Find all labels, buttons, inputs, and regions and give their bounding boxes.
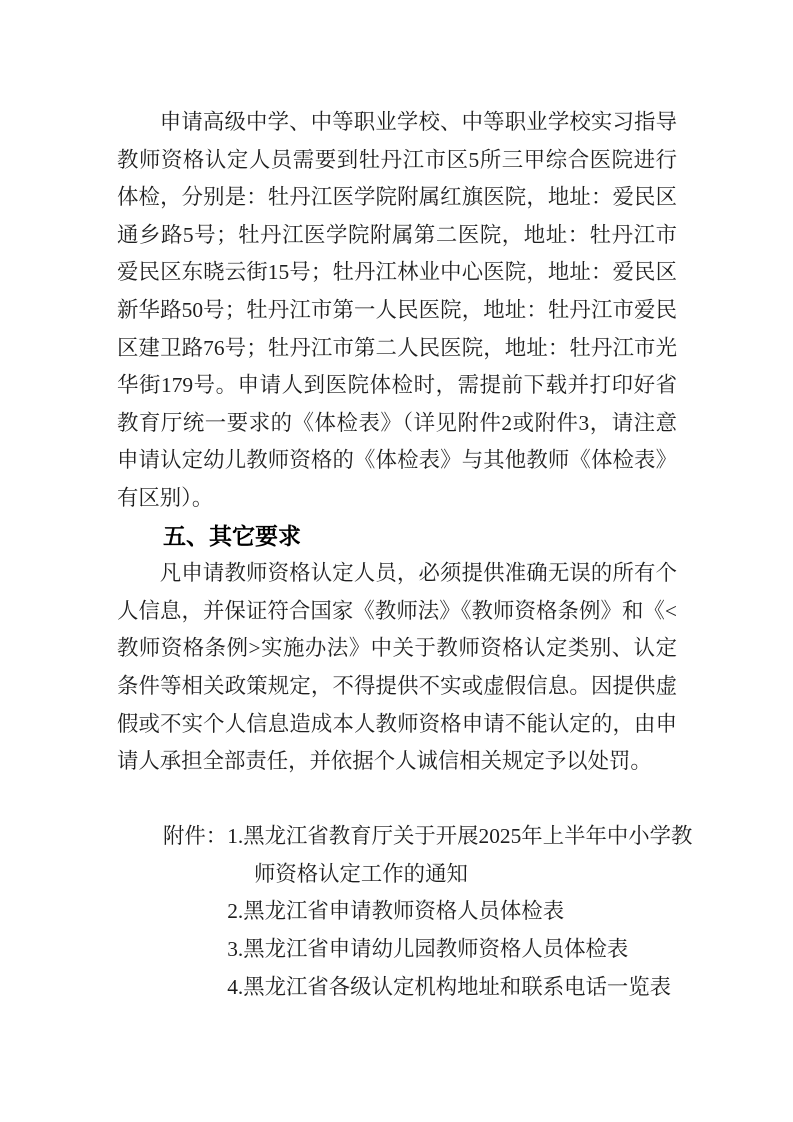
attachment-item-2: 2.黑龙江省申请教师资格人员体检表 xyxy=(227,899,565,924)
attachments-list xyxy=(227,818,697,1006)
section-heading-other-requirements: 五、其它要求 xyxy=(163,522,301,549)
document-content xyxy=(117,104,693,1006)
attachment-item-3: 3.黑龙江省申请幼儿园教师资格人员体检表 xyxy=(227,937,629,962)
attachments-block xyxy=(117,818,693,1006)
attachment-item-1: 1.黑龙江省教育厅关于开展2025年上半年中小学教师资格认定工作的通知 xyxy=(227,824,693,886)
attachment-item-4: 4.黑龙江省各级认定机构地址和联系电话一览表 xyxy=(227,974,672,999)
attachments-label: 附件： xyxy=(163,824,228,849)
paragraph-physical-exam-hospitals: 申请高级中学、中等职业学校、中等职业学校实习指导教师资格认定人员需要到牡丹江市区5所三甲综合医院进行体检，分别是：牡丹江医学院附属红旗医院，地址：爱民区通乡路5号；牡丹江医学院附属第二医院，地址：牡丹江市爱民区东晓云街15号；牡丹江林业中心医院，地址：爱民区新华路50号；牡丹江市第一人民医院，地址：牡丹江市爱民区建卫路76号；牡丹江市第二人民医院，地址：牡丹江市光华街179号。申请人到医院体检时，需提前下载并打印好省教育厅统一要求的《体检表》（详见附件2或附件3，请注意申请认定幼儿教师资格的《体检表》与其他教师《体检表》有区别）。 xyxy=(117,110,677,510)
paragraph-other-requirements: 凡申请教师资格认定人员，必须提供准确无误的所有个人信息，并保证符合国家《教师法》《教师资格条例》和《<教师资格条例>实施办法》中关于教师资格认定类别、认定条件等相关政策规定，不得提供不实或虚假信息。因提供虚假或不实个人信息造成本人教师资格申请不能认定的，由申请人承担全部责任，并依据个人诚信相关规定予以处罚。 xyxy=(117,561,677,774)
